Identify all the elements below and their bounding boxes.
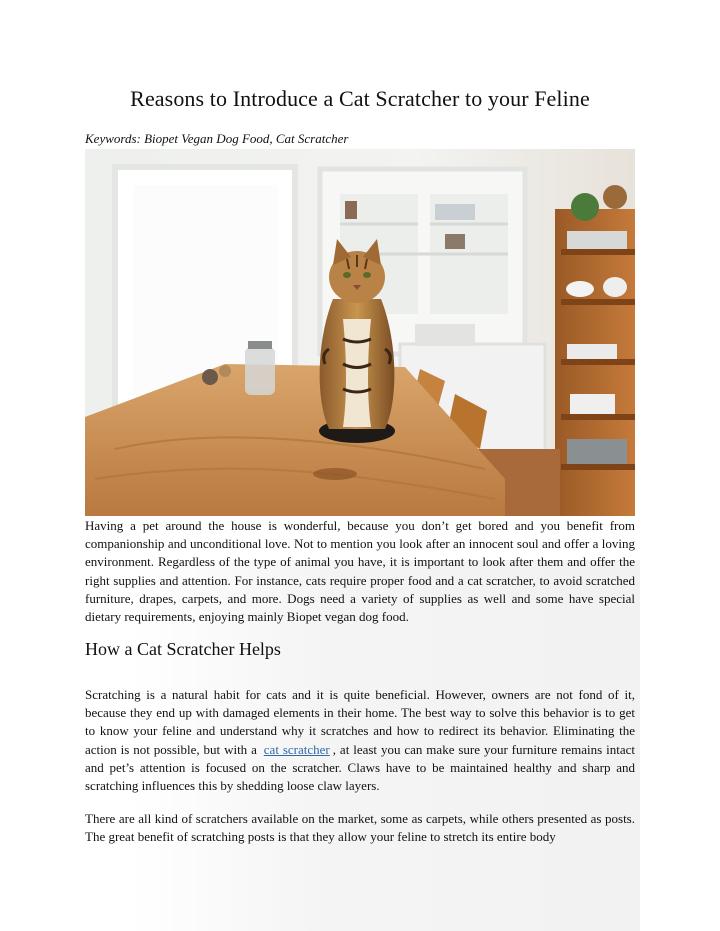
section-heading: How a Cat Scratcher Helps bbox=[85, 639, 281, 659]
cat-on-table-photo bbox=[85, 149, 635, 516]
cat-scratcher-link[interactable]: cat scratcher bbox=[263, 741, 330, 757]
page-title: Reasons to Introduce a Cat Scratcher to your Feline bbox=[130, 86, 590, 111]
paragraph-text-before-link: Scratching is a natural habit for cats and it is quite beneficial. However, owners are not fond of it, because they end up with damaged elements in their home. The best way to solve this behavior is to get to know your feline and understand why it scratches and how to redirect its behavior. Eliminating the action is not possible, but with a bbox=[85, 687, 635, 757]
scratching-paragraph bbox=[85, 686, 635, 795]
cat-figure bbox=[319, 239, 395, 443]
keywords-line: Keywords: Biopet Vegan Dog Food, Cat Scratcher bbox=[85, 131, 349, 146]
paragraph-text-after-link: , at least you can make sure your furniture remains intact and pet’s attention is focused on the scratcher. Claws have to be maintained healthy and sharp and scratching influences this by shedding loose claw layers. bbox=[85, 741, 636, 794]
scratchers-paragraph: There are all kind of scratchers available on the market, some as carpets, while others presented as posts. The great benefit of scratching posts is that they allow your feline to stretch its entire body bbox=[85, 811, 635, 845]
intro-paragraph: Having a pet around the house is wonderful, because you don’t get bored and you benefit from companionship and unconditional love. Not to mention you look after an innocent soul and offer a loving environment. Regardless of the type of animal you have, it is important to look after them and offer the right supplies and attention. For instance, cats require proper food and a cat scratcher, to avoid scratched furniture, drapes, carpets, and more. Dogs need a variety of supplies as well and some have special dietary requirements, enjoying mainly Biopet vegan dog food. bbox=[85, 518, 635, 625]
